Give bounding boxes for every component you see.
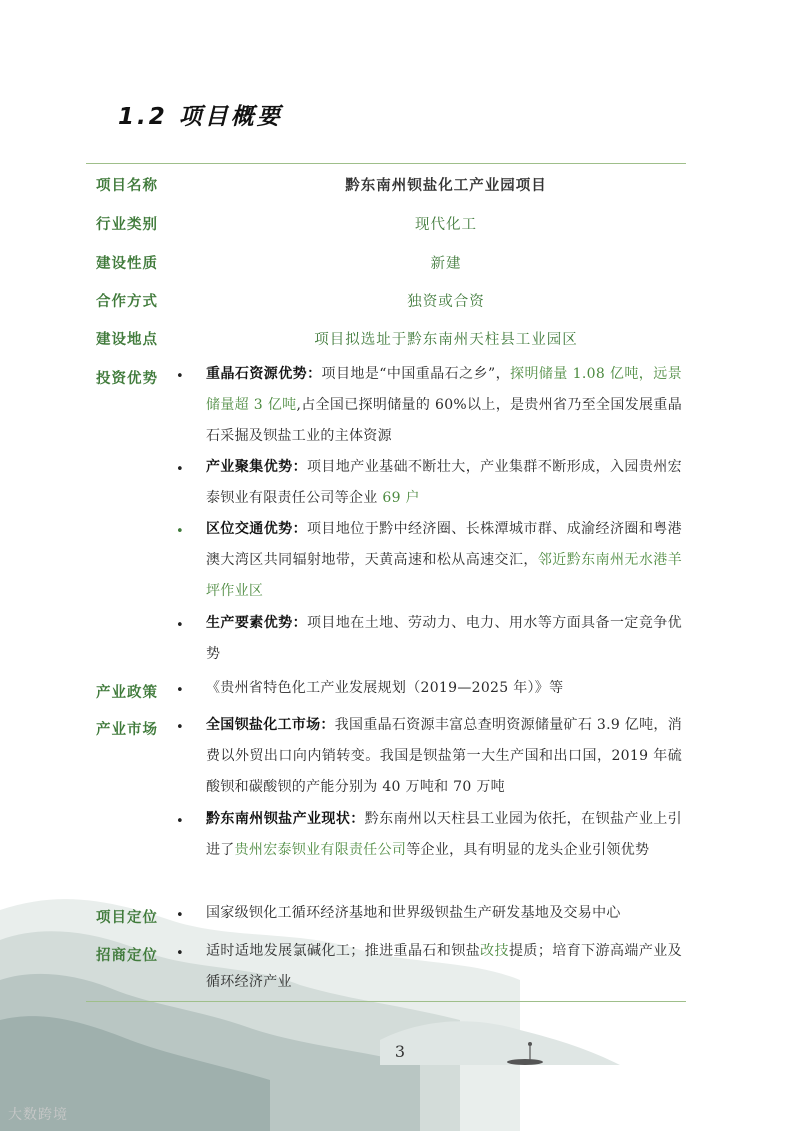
bullet-icon: • xyxy=(176,618,184,633)
table-top-rule xyxy=(86,163,686,164)
label-investment: 招商定位 xyxy=(96,948,158,964)
market-item-national: 全国钡盐化工市场：我国重晶石资源丰富总查明资源储量矿石 3.9 亿吨，消费以外贸出口向内销转变。我国是钡盐第一大生产国和出口国，2019 年硫酸钡和碳酸钡的产能分别为 40 万吨和 70 万吨 xyxy=(206,717,683,795)
advantage-item-cluster: 产业聚集优势：项目地产业基础不断壮大，产业集群不断形成，入园贵州宏泰钡业有限责任公司等企业 69 户 xyxy=(206,459,682,506)
label-positioning: 项目定位 xyxy=(96,910,158,926)
bullet-icon: • xyxy=(176,524,184,539)
section-title: 1.2 项目概要 xyxy=(118,104,283,130)
value-cooperation: 独资或合资 xyxy=(407,294,485,310)
label-project-name: 项目名称 xyxy=(96,178,158,194)
table-bottom-rule xyxy=(86,1001,686,1002)
bullet-icon: • xyxy=(176,814,184,829)
label-industry: 行业类别 xyxy=(96,217,158,233)
positioning-text: 国家级钡化工循环经济基地和世界级钡盐生产研发基地及交易中心 xyxy=(206,905,621,921)
value-location: 项目拟选址于黔东南州天柱县工业园区 xyxy=(314,332,578,348)
bullet-icon: • xyxy=(176,462,184,477)
label-location: 建设地点 xyxy=(96,332,158,348)
bullet-icon: • xyxy=(176,683,184,698)
bullet-icon: • xyxy=(176,369,184,384)
market-item-local: 黔东南州钡盐产业现状：黔东南州以天柱县工业园为依托，在钡盐产业上引进了贵州宏泰钡业有限责任公司等企业，具有明显的龙头企业引领优势 xyxy=(206,811,682,858)
label-policy: 产业政策 xyxy=(96,685,158,701)
label-nature: 建设性质 xyxy=(96,256,158,272)
value-project-name: 黔东南州钡盐化工产业园项目 xyxy=(345,178,547,194)
label-cooperation: 合作方式 xyxy=(96,294,158,310)
page-number: 3 xyxy=(394,1042,406,1061)
investment-text: 适时适地发展氯碱化工；推进重晶石和钡盐改技提质；培育下游高端产业及循环经济产业 xyxy=(206,943,682,990)
advantage-item-resource: 重晶石资源优势：项目地是“中国重晶石之乡”，探明储量 1.08 亿吨，远景储量超 3 亿吨,占全国已探明储量的 60%以上，是贵州省乃至全国发展重晶石采掘及钡盐工业的主体资源 xyxy=(206,366,682,444)
watermark: 大数跨境 xyxy=(8,1107,68,1123)
label-market: 产业市场 xyxy=(96,722,158,738)
policy-text: 《贵州省特色化工产业发展规划（2019—2025 年）》等 xyxy=(206,680,564,696)
bullet-icon: • xyxy=(176,720,184,735)
bullet-icon: • xyxy=(176,946,184,961)
bullet-icon: • xyxy=(176,908,184,923)
advantage-item-location: 区位交通优势：项目地位于黔中经济圈、长株潭城市群、成渝经济圈和粤港澳大湾区共同辐射地带，天黄高速和松从高速交汇，邻近黔东南州无水港羊坪作业区 xyxy=(206,521,682,599)
value-nature: 新建 xyxy=(430,256,462,272)
value-industry: 现代化工 xyxy=(415,217,477,233)
advantage-item-factors: 生产要素优势：项目地在土地、劳动力、电力、用水等方面具备一定竞争优势 xyxy=(206,615,682,662)
label-advantages: 投资优势 xyxy=(96,371,158,387)
